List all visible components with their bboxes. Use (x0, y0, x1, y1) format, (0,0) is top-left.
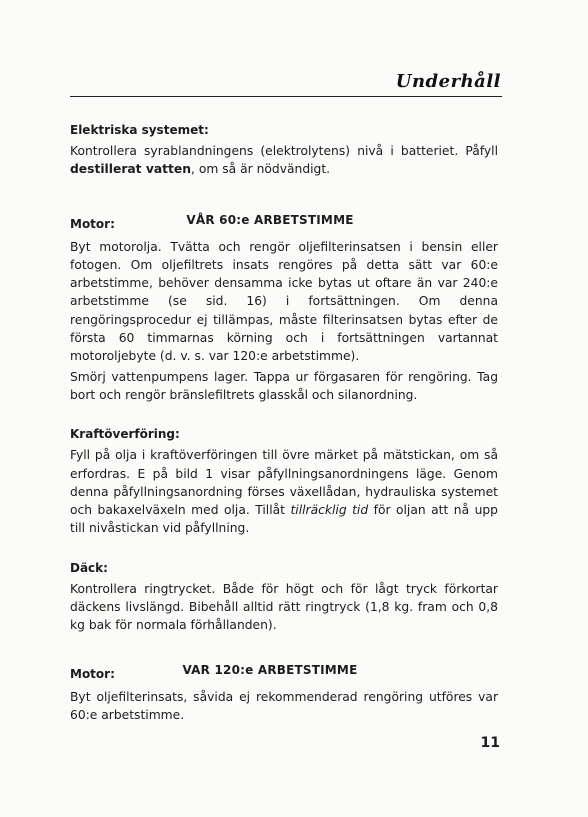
motor60-interval-heading: VÅR 60:e ARBETSTIMME (186, 212, 354, 227)
transmission-text-italic: tillräcklig tid (290, 503, 369, 518)
transmission-text-end: för oljan att nå upp till nivåstickan vid påfyllning. (70, 503, 498, 536)
electrical-text-start: Kontrollera syrablandningens (elektrolytens) nivå i batteriet. Påfyll (70, 144, 498, 158)
page-header-title: Underhåll (395, 71, 501, 92)
electrical-paragraph (70, 142, 498, 179)
transmission-text-start: Fyll på olja i kraftöverföringen till övre märket på mätstickan, om så erfordras. E på bild 1 visar påfyllningsanordningens läge. Genom denna påfyllningsanordning förses växellådan, hydrauliska systemet och bakaxelväxeln med olja. Tillåt (70, 448, 498, 518)
electrical-heading: Elektriska systemet: (70, 123, 209, 137)
motor60-heading-row (70, 213, 498, 231)
motor60-paragraph-2: Smörj vattenpumpens lager. Tappa ur förgasaren för rengöring. Tag bort och rengör bränslefiltrets glasskål och silanordning. (70, 369, 498, 402)
motor120-interval-heading: VAR 120:e ARBETSTIMME (182, 662, 358, 677)
page-content (70, 122, 498, 724)
tires-paragraph: Kontrollera ringtrycket. Både för högt och för lågt tryck förkortar däckens livslängd. Bibehåll alltid rätt ringtryck (1,8 kg. fram och 0,8 kg bak för normala förhållanden). (70, 581, 498, 633)
motor120-heading-row (70, 663, 498, 681)
page-number: 11 (480, 735, 500, 751)
tires-heading: Däck: (70, 560, 108, 575)
motor60-paragraph-1: Byt motorolja. Tvätta och rengör oljefilterinsatsen i bensin eller fotogen. Om oljefiltrets insats rengöres på detta sätt var 60:e arbetstimme, behöver densamma icke bytas ut oftare än var 240:e arbetstimme (se sid. 16) i fortsättningen. Om denna rengöringsprocedur ej tillämpas, måste filterinsatsen bytas efter de första 60 timmarnas körning och i fortsättningen vartannat motoroljebyte (d. v. s. var 120:e arbetstimme). (70, 239, 498, 364)
motor120-paragraph: Byt oljefilterinsats, såvida ej rekommenderad rengöring utföres var 60:e arbetstimme. (70, 689, 498, 722)
electrical-text-bold: destillerat vatten (70, 162, 192, 177)
transmission-heading: Kraftöverföring: (70, 427, 180, 442)
electrical-text-end: , om så är nödvändigt. (191, 162, 331, 177)
motor120-heading: Motor: (70, 666, 115, 681)
header-divider (70, 96, 502, 97)
transmission-paragraph (70, 446, 498, 537)
motor60-heading: Motor: (70, 216, 115, 231)
